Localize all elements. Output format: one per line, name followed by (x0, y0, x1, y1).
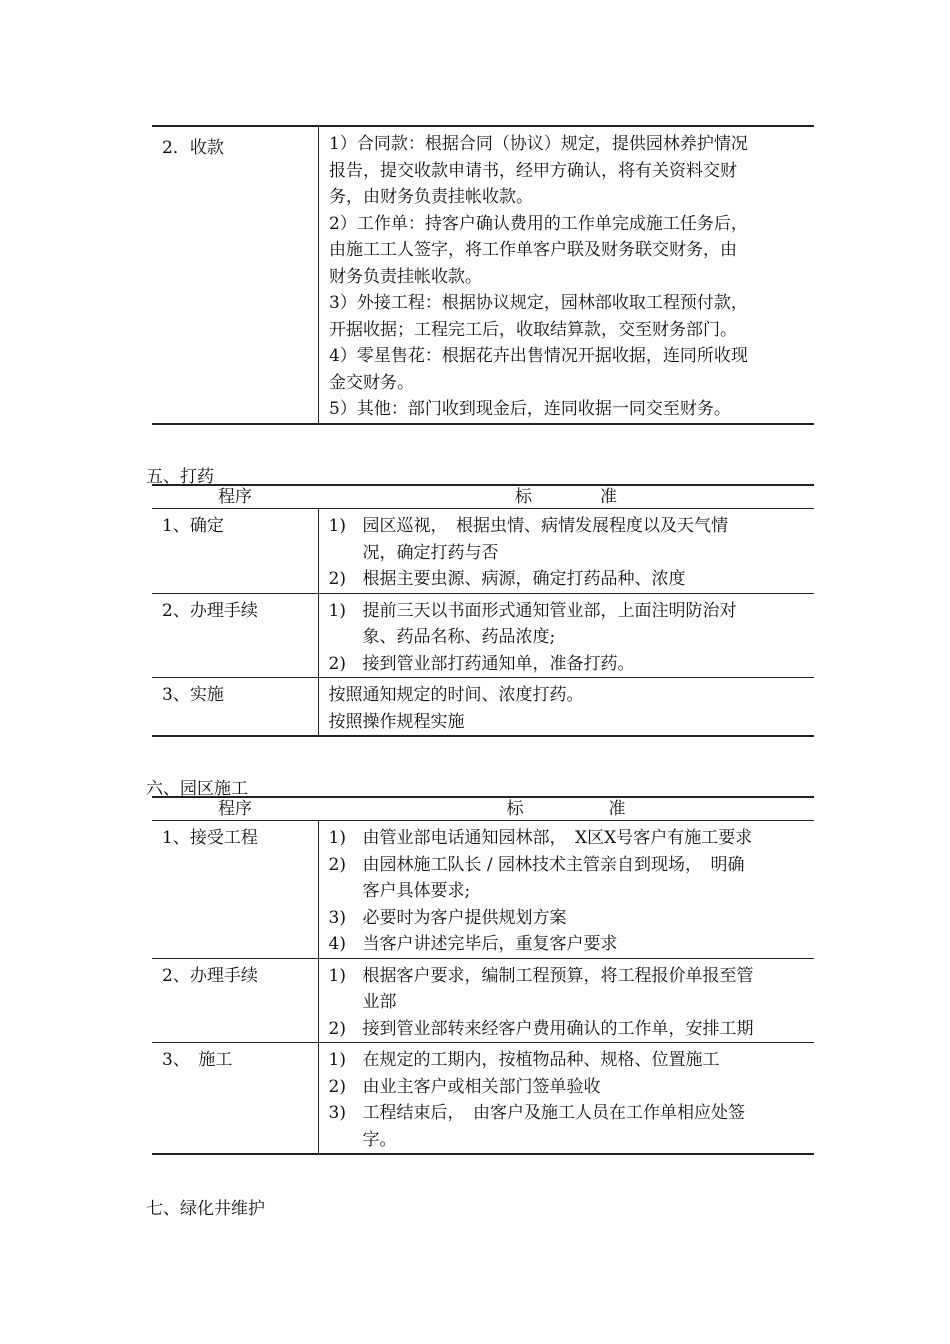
item-text: 况，确定打药与否 (362, 542, 499, 563)
procedure-label: 3、 施工 (162, 1050, 233, 1070)
payment-content (319, 126, 815, 424)
col-procedure: 程序 (152, 485, 318, 509)
item-number: 1) (328, 965, 346, 986)
item-number: 2) (328, 1018, 346, 1039)
standard-item (329, 905, 815, 932)
item-number: 2) (328, 854, 346, 875)
payment-label: 2．收款 (162, 138, 224, 158)
item-number: 2) (328, 653, 346, 674)
item-text: 由业主客户或相关部门签单验收 (362, 1076, 601, 1097)
item-text: 必要时为客户提供规划方案 (362, 907, 567, 928)
standard-item (329, 852, 815, 905)
col-procedure: 程序 (152, 797, 318, 821)
procedure-label: 1、确定 (162, 516, 224, 536)
item-text: 提前三天以书面形式通知管业部，上面注明防治对 (362, 600, 737, 621)
item-text: 当客户讲述完毕后，重复客户要求 (362, 934, 618, 954)
item-number: 2) (328, 569, 346, 589)
item-text: 字。 (362, 1129, 397, 1150)
item-text: 由园林施工队长 / 园林技术主管亲自到现场， 明确 (362, 854, 745, 875)
standard-item (329, 1016, 815, 1043)
item-number: 3) (328, 907, 346, 928)
standard-item (329, 598, 815, 651)
item-number: 1) (328, 516, 346, 536)
item-text: 园区巡视， 根据虫情、病情发展程度以及天气情 (362, 516, 728, 536)
col-standard: 标 准 (318, 797, 814, 821)
payment-table (152, 125, 814, 425)
procedure-label: 3、实施 (162, 685, 224, 705)
table-row (152, 593, 814, 678)
item-text: 业部 (362, 992, 397, 1012)
payment-line: 3）外接工程：根据协议规定，园林部收取工程预付款， (329, 293, 748, 313)
item-text: 根据客户要求，编制工程预算，将工程报价单报至管 (362, 965, 754, 986)
payment-line: 金交财务。 (329, 372, 414, 393)
standard-text: 按照操作规程实施 (328, 711, 465, 732)
item-number: 2) (328, 1076, 346, 1097)
item-number: 3) (328, 1103, 346, 1123)
payment-line: 2）工作单：持客户确认费用的工作单完成施工任务后， (329, 213, 748, 234)
item-text: 接到管业部转来经客户费用确认的工作单，安排工期 (362, 1018, 754, 1039)
section6-title: 六、园区施工 (146, 779, 248, 799)
payment-line: 报告，提交收款申请书，经甲方确认，将有关资料交财 (329, 160, 737, 181)
col-standard: 标 准 (318, 485, 814, 509)
table-row (152, 509, 814, 594)
item-number: 1) (328, 600, 346, 621)
item-text: 客户具体要求; (362, 881, 471, 901)
item-number: 1) (328, 828, 346, 848)
table-row (152, 958, 814, 1043)
payment-line: 务，由财务负责挂帐收款。 (329, 187, 533, 207)
procedure-label: 2、办理手续 (162, 600, 258, 621)
procedure-label: 2、办理手续 (162, 965, 258, 986)
item-number: 4) (328, 934, 346, 954)
standard-item (329, 651, 815, 678)
item-text: 在规定的工期内，按植物品种、规格、位置施工 (362, 1050, 720, 1070)
item-text: 工程结束后， 由客户及施工人员在工作单相应处签 (362, 1103, 745, 1123)
payment-line: 5）其他：部门收到现金后，连同收据一同交至财务。 (329, 399, 731, 419)
item-number: 1) (328, 1050, 346, 1070)
table-row (152, 1043, 814, 1155)
standard-item (329, 513, 815, 566)
payment-line: 财务负责挂帐收款。 (329, 266, 482, 287)
payment-line: 4）零星售花：根据花卉出售情况开据收据，连同所收现 (329, 346, 748, 366)
standard-item (329, 931, 815, 958)
payment-line: 由施工工人签字，将工作单客户联及财务联交财务，由 (329, 240, 737, 260)
spraying-table (152, 484, 814, 737)
standard-item (329, 566, 815, 593)
item-text: 根据主要虫源、病源，确定打药品种、浓度 (362, 569, 686, 589)
section5-title: 五、打药 (146, 467, 214, 487)
table-row (152, 821, 814, 959)
standard-item (329, 1100, 815, 1153)
section7-title: 七、绿化井维护 (146, 1199, 265, 1219)
item-text: 由管业部电话通知园林部， X区X号客户有施工要求 (362, 828, 753, 848)
standard-item (329, 825, 815, 852)
standard-item (329, 1047, 815, 1074)
item-text: 接到管业部打药通知单，准备打药。 (362, 653, 635, 674)
payment-line: 开据收据；工程完工后，收取结算款，交至财务部门。 (329, 319, 737, 340)
payment-line: 1）合同款：根据合同（协议）规定，提供园林养护情况 (329, 134, 748, 154)
item-text: 象、药品名称、药品浓度; (362, 627, 556, 647)
table-row (152, 678, 814, 737)
standard-text: 按照通知规定的时间、浓度打药。 (328, 685, 584, 705)
procedure-label: 1、接受工程 (162, 828, 258, 848)
standard-item (329, 1074, 815, 1101)
standard-item (329, 963, 815, 1016)
construction-table (152, 796, 814, 1155)
